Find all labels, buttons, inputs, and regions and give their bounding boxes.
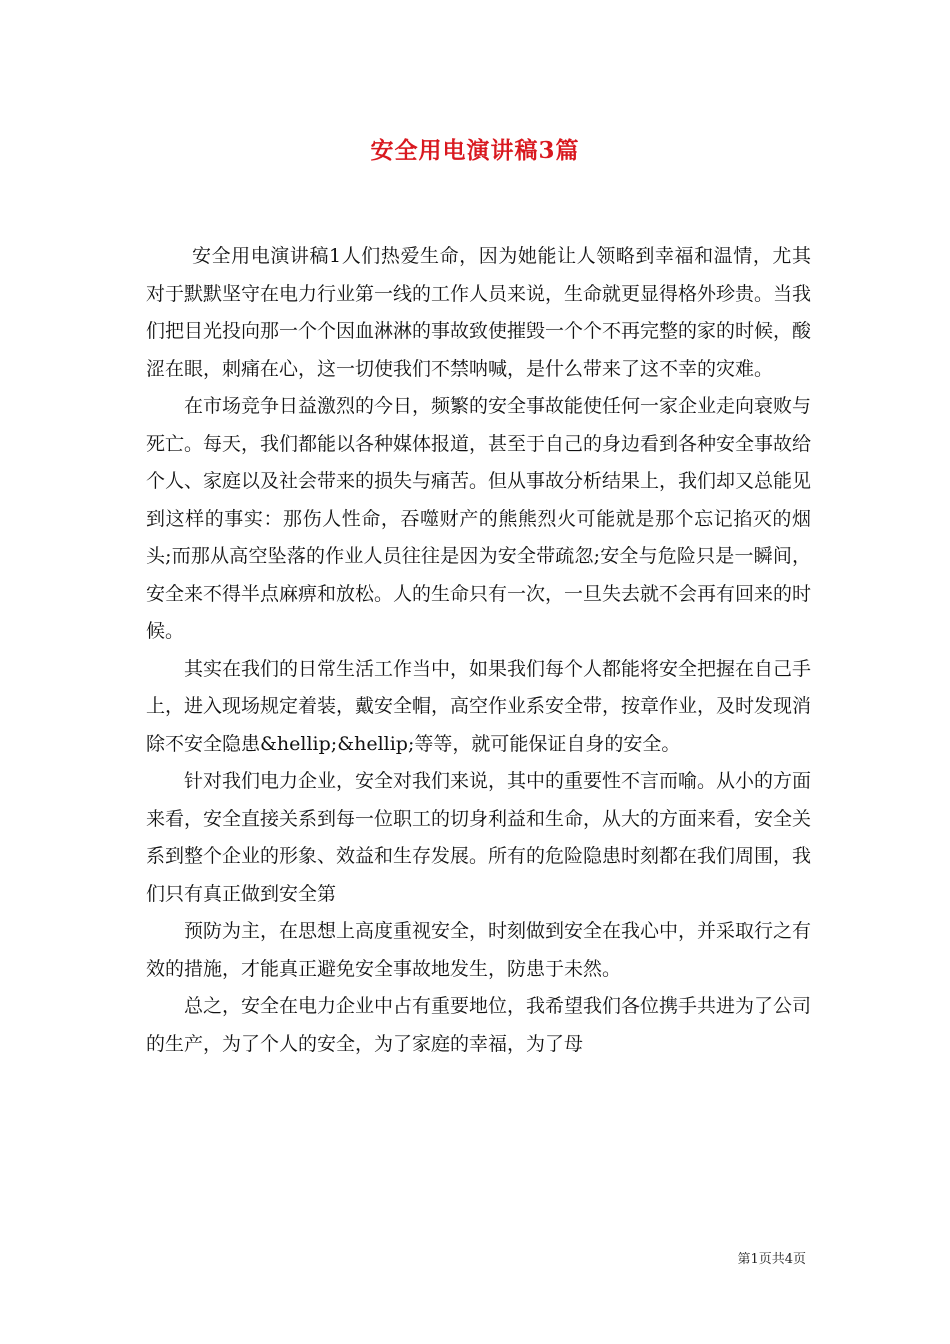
document-body [146, 238, 811, 1063]
paragraph-4: 针对我们电力企业，安全对我们来说，其中的重要性不言而喻。从小的方面来看，安全直接关系到每一位职工的切身利益和生命，从大的方面来看，安全关系到整个企业的形象、效益和生存发展。所有的危险隐患时刻都在我们周围，我们只有真正做到安全第 [146, 770, 812, 905]
paragraph-1: 安全用电演讲稿1人们热爱生命，因为她能让人领略到幸福和温情，尤其对于默默坚守在电力行业第一线的工作人员来说，生命就更显得格外珍贵。当我们把目光投向那一个个因血淋淋的事故致使摧毁一个个不再完整的家的时候，酸涩在眼，刺痛在心，这一切使我们不禁呐喊，是什么带来了这不幸的灾难。 [146, 245, 812, 380]
paragraph-6: 总之，安全在电力企业中占有重要地位，我希望我们各位携手共进为了公司的生产，为了个人的安全，为了家庭的幸福，为了母 [146, 995, 812, 1055]
document-title: 安全用电演讲稿3篇 [370, 137, 580, 164]
paragraph-3: 其实在我们的日常生活工作当中，如果我们每个人都能将安全把握在自己手上，进入现场规定着装，戴安全帽，高空作业系安全带，按章作业，及时发现消除不安全隐患&hellip;&hellip;等等，就可能保证自身的安全。 [146, 657, 812, 755]
paragraph-2: 在市场竞争日益激烈的今日，频繁的安全事故能使任何一家企业走向衰败与死亡。每天，我们都能以各种媒体报道，甚至于自己的身边看到各种安全事故给个人、家庭以及社会带来的损失与痛苦。但从事故分析结果上，我们却又总能见到这样的事实：那伤人性命，吞噬财产的熊熊烈火可能就是那个忘记掐灭的烟头;而那从高空坠落的作业人员往往是因为安全带疏忽;安全与危险只是一瞬间，安全来不得半点麻痹和放松。人的生命只有一次，一旦失去就不会再有回来的时候。 [146, 395, 812, 642]
paragraph-5: 预防为主，在思想上高度重视安全，时刻做到安全在我心中，并采取行之有效的措施，才能真正避免安全事故地发生，防患于未然。 [146, 920, 812, 980]
page-number: 第1页共4页 [737, 1252, 806, 1267]
